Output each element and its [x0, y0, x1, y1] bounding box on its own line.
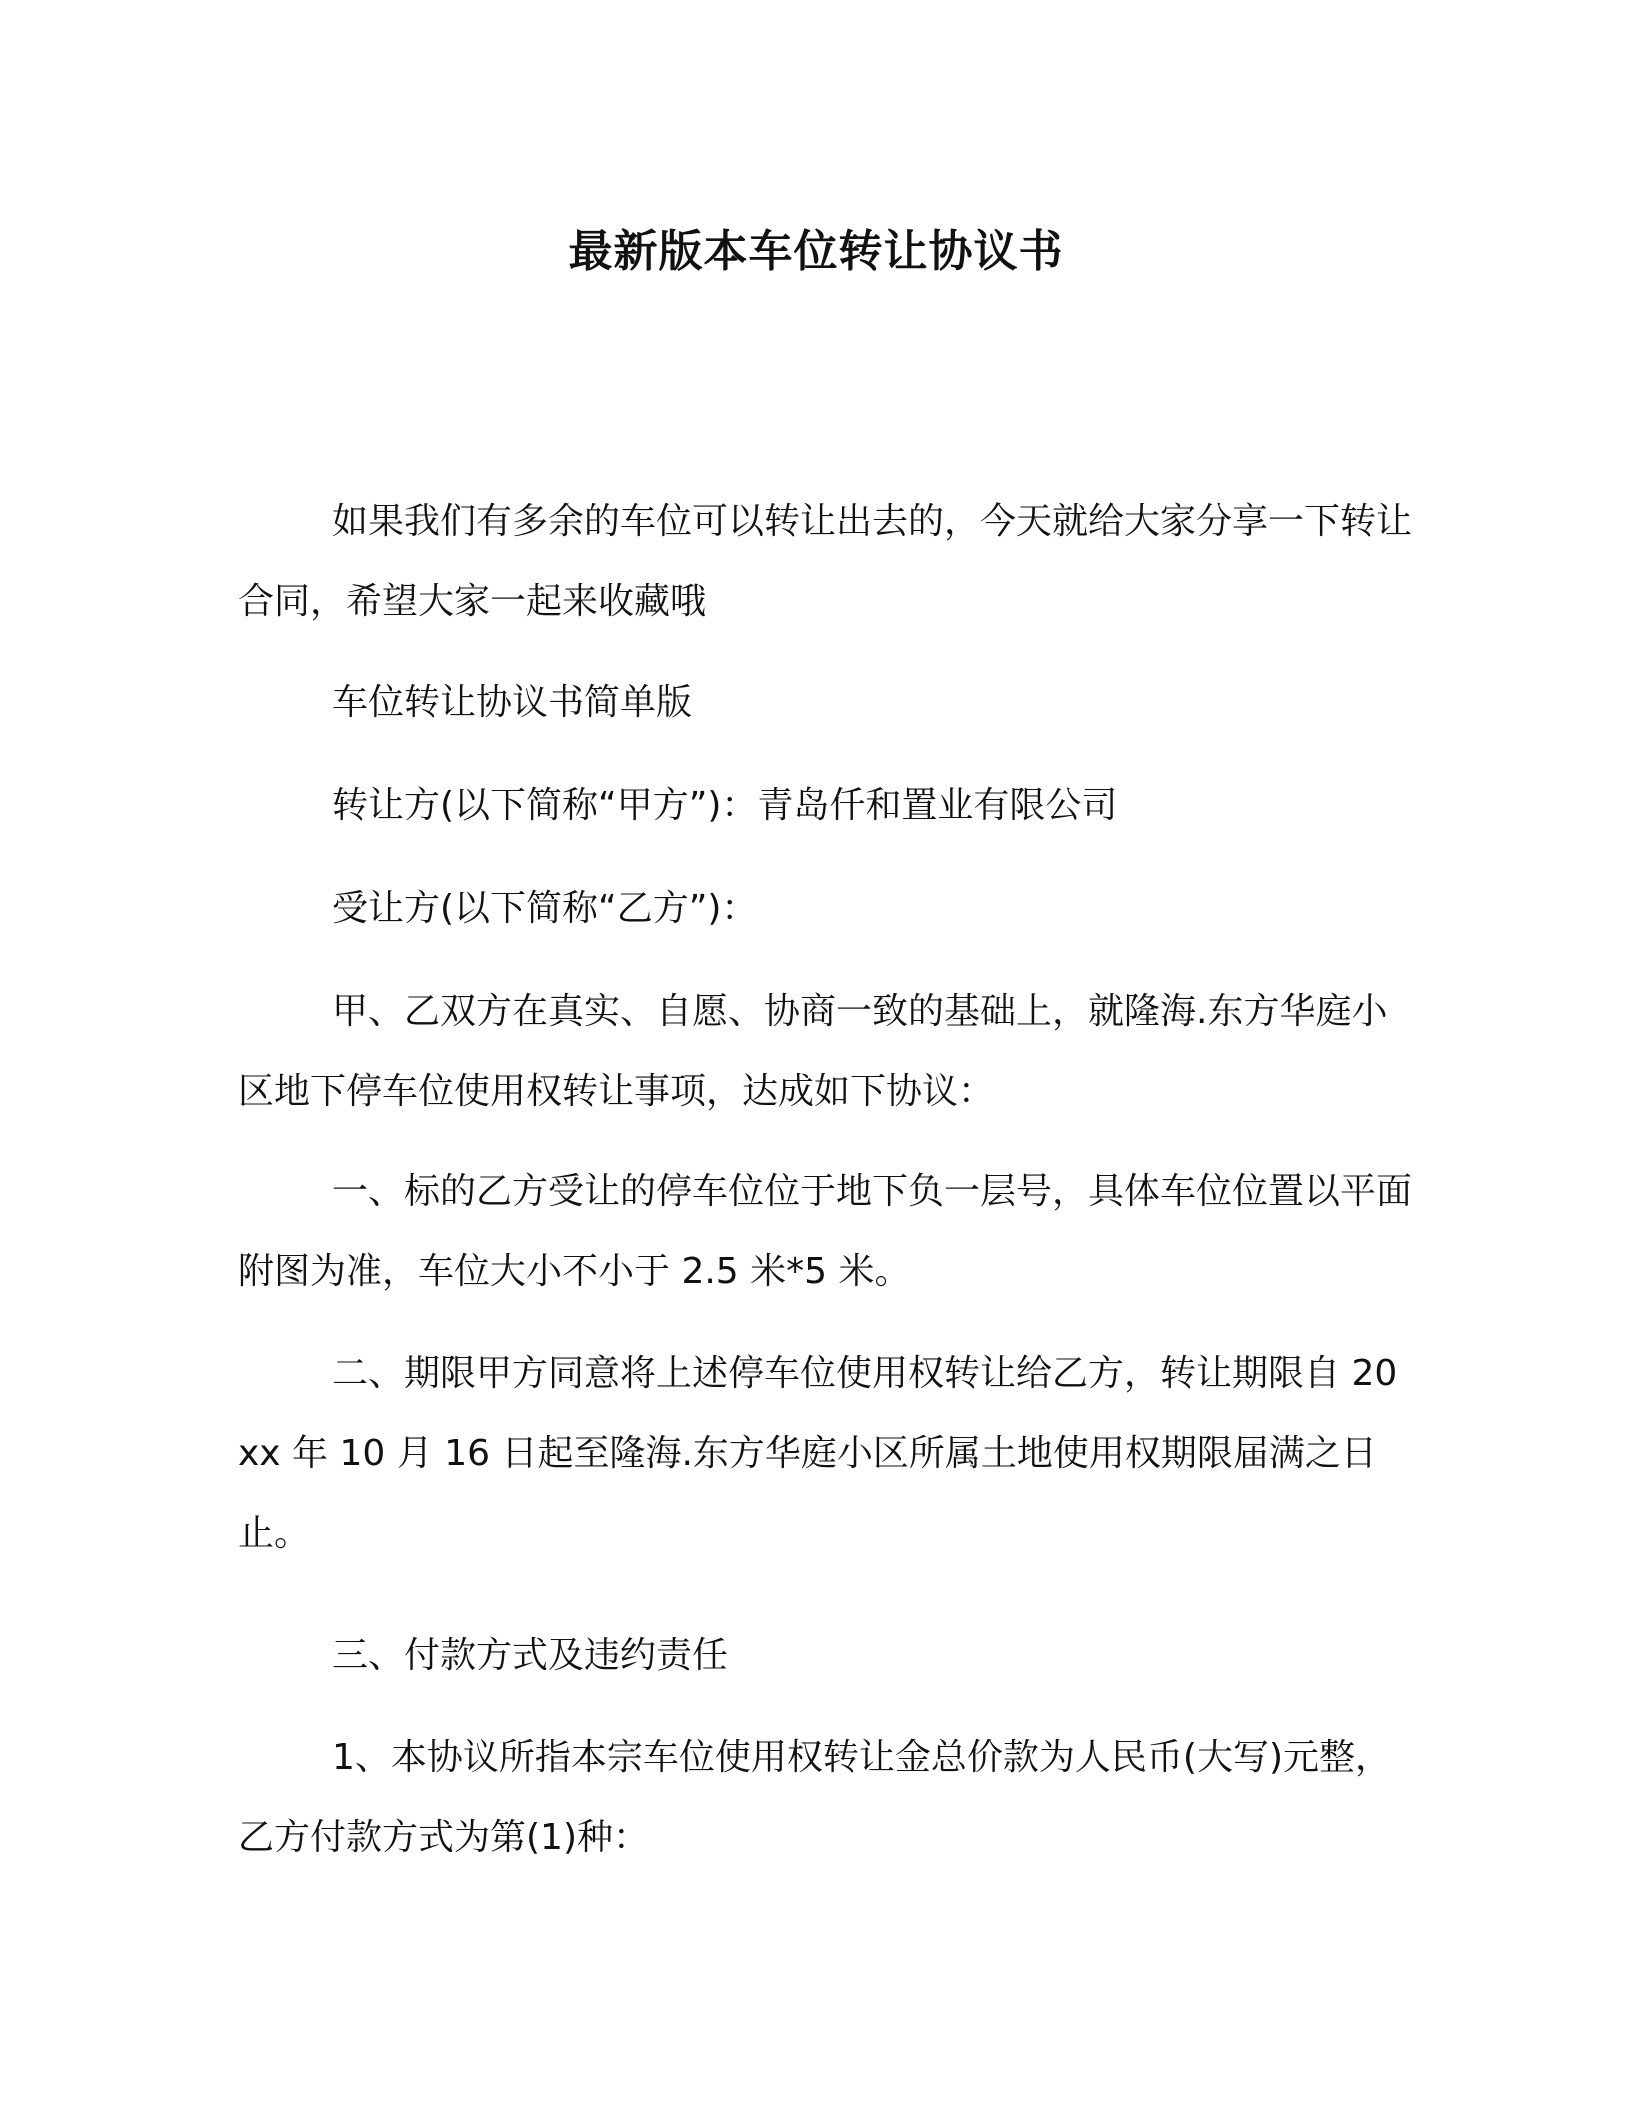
- clause-two-paragraph: 二、期限甲方同意将上述停车位使用权转让给乙方，转让期限自 20xx 年 10 月 16 日起至隆海.东方华庭小区所属土地使用权期限届满之日止。: [238, 1353, 1398, 1554]
- document-title: 最新版本车位转让协议书: [568, 226, 1064, 277]
- transferor-paragraph: 转让方(以下简称“甲方”)：青岛仟和置业有限公司: [332, 785, 1118, 826]
- intro-paragraph: 如果我们有多余的车位可以转让出去的，今天就给大家分享一下转让合同，希望大家一起来收藏哦: [238, 501, 1413, 622]
- clause-one-paragraph: 一、标的乙方受让的停车位位于地下负一层号，具体车位位置以平面附图为准，车位大小不小于 2.5 米*5 米。: [238, 1171, 1413, 1292]
- transferee-paragraph: 受让方(以下简称“乙方”)：: [332, 888, 758, 929]
- agreement-intro-paragraph: 甲、乙双方在真实、自愿、协商一致的基础上，就隆海.东方华庭小区地下停车位使用权转让事项，达成如下协议：: [238, 991, 1388, 1112]
- subtitle-paragraph: 车位转让协议书简单版: [332, 682, 693, 723]
- payment-paragraph: 1、本协议所指本宗车位使用权转让金总价款为人民币(大写)元整，乙方付款方式为第(1)种：: [238, 1737, 1391, 1858]
- clause-three-heading: 三、付款方式及违约责任: [332, 1635, 729, 1676]
